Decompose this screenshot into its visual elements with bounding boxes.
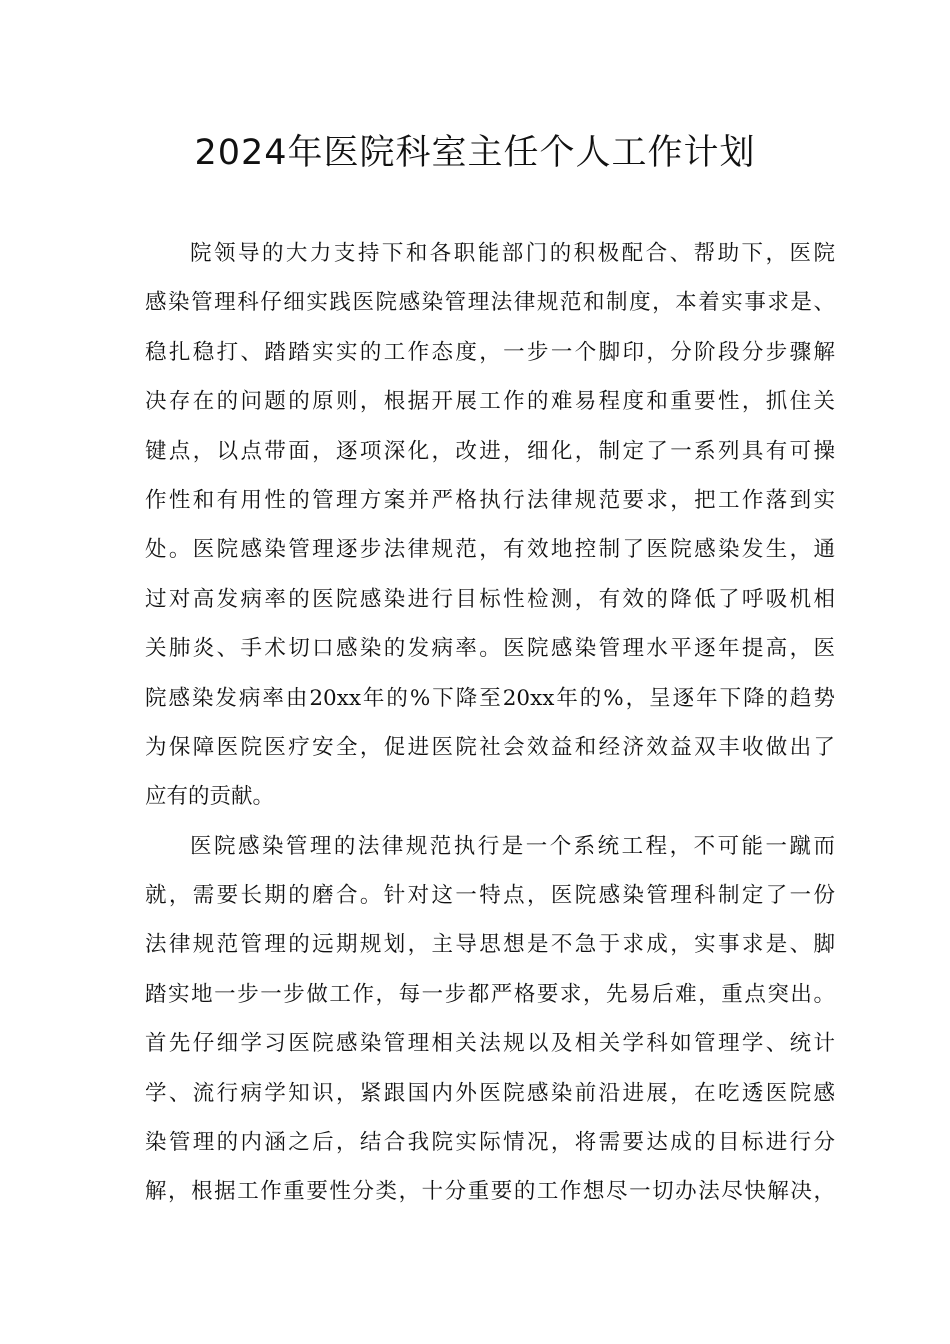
text-line: 学、流行病学知识，紧跟国内外医院感染前沿进展，在吃透医院感 — [145, 1080, 835, 1106]
text-line: 医院感染管理的法律规范执行是一个系统工程，不可能一蹴而 — [190, 833, 835, 859]
text-line: 首先仔细学习医院感染管理相关法规以及相关学科如管理学、统计 — [145, 1031, 835, 1057]
document-title: 2024年医院科室主任个人工作计划 — [194, 133, 756, 173]
text-line: 就，需要长期的磨合。针对这一特点，医院感染管理科制定了一份 — [145, 883, 835, 909]
text-line: 院领导的大力支持下和各职能部门的积极配合、帮助下，医院 — [190, 241, 835, 266]
text-line: 稳扎稳打、踏踏实实的工作态度，一步一个脚印，分阶段分步骤解 — [145, 339, 835, 365]
text-line: 染管理的内涵之后，结合我院实际情况，将需要达成的目标进行分 — [145, 1130, 835, 1156]
text-line: 踏实地一步一步做工作，每一步都严格要求，先易后难，重点突出。 — [145, 981, 835, 1007]
text-line: 院感染发病率由20xx年的%下降至20xx年的%，呈逐年下降的趋势 — [145, 685, 835, 711]
text-line: 作性和有用性的管理方案并严格执行法律规范要求，把工作落到实 — [145, 487, 835, 513]
text-line: 决存在的问题的原则，根据开展工作的难易程度和重要性，抓住关 — [145, 389, 835, 415]
text-line: 关肺炎、手术切口感染的发病率。医院感染管理水平逐年提高，医 — [145, 636, 835, 662]
text-line: 过对高发病率的医院感染进行目标性检测，有效的降低了呼吸机相 — [145, 586, 835, 612]
text-line: 解，根据工作重要性分类，十分重要的工作想尽一切办法尽快解决， — [145, 1179, 835, 1205]
text-line: 应有的贡献。 — [145, 784, 275, 810]
text-line: 为保障医院医疗安全，促进医院社会效益和经济效益双丰收做出了 — [145, 734, 835, 760]
text-line: 处。医院感染管理逐步法律规范，有效地控制了医院感染发生，通 — [145, 537, 835, 563]
text-line: 法律规范管理的远期规划，主导思想是不急于求成，实事求是、脚 — [145, 932, 835, 958]
text-line: 键点，以点带面，逐项深化，改进，细化，制定了一系列具有可操 — [145, 438, 835, 464]
text-line: 感染管理科仔细实践医院感染管理法律规范和制度，本着实事求是、 — [145, 290, 835, 316]
document-body — [145, 229, 835, 1217]
